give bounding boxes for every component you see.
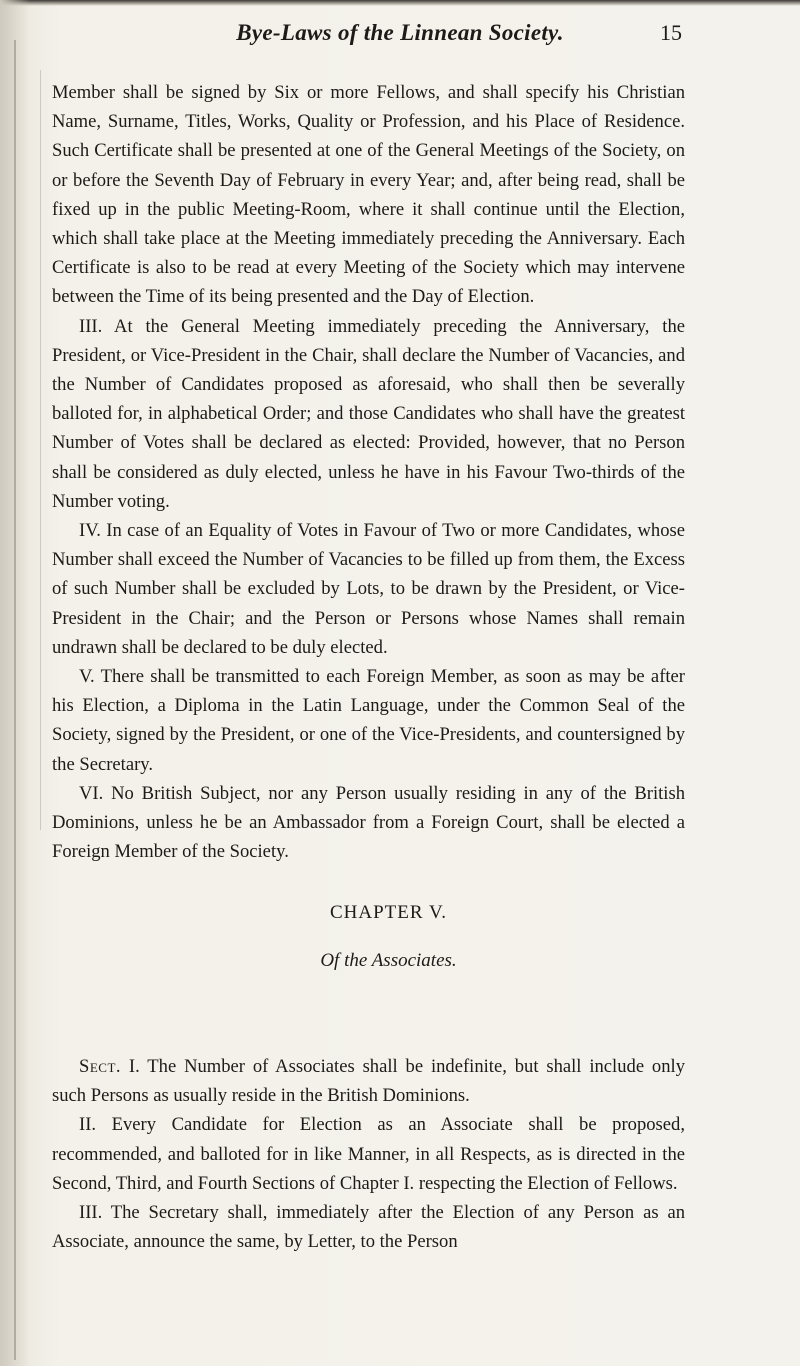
sect-label: Sect.	[79, 1056, 122, 1077]
sect-1-text: I. The Number of Associates shall be indefinite, but shall include only such Persons as usually reside in the British Dominions.	[52, 1056, 685, 1107]
chapter-title: CHAPTER V.	[330, 902, 447, 923]
gutter-line-secondary	[40, 70, 41, 830]
paragraph-section-6: VI. No British Subject, nor any Person usually residing in any of the British Dominions, unless he be an Ambassador from a Foreign Court, shall be elected a Foreign Member of the Society.	[52, 782, 685, 863]
running-head: Bye-Laws of the Linnean Society.	[236, 20, 564, 45]
body-text-lower	[52, 1052, 685, 1256]
paragraph-section-4: IV. In case of an Equality of Votes in Favour of Two or more Candidates, whose Number shall exceed the Number of Vacancies to be filled up from them, the Excess of such Number shall be excluded by Lots, to be drawn by the President, or Vice-President in the Chair; and the Person or Persons whose Names shall remain undrawn shall be declared to be duly elected.	[52, 520, 685, 658]
page-header	[0, 20, 800, 56]
chapter-heading	[52, 898, 685, 976]
chapter-subtitle: Of the Associates.	[320, 950, 457, 971]
top-edge	[0, 0, 800, 6]
paragraph-continuation: Member shall be signed by Six or more Fellows, and shall specify his Christian Name, Surname, Titles, Works, Quality or Profession, and his Place of Residence. Such Certificate shall be presented at one of the General Meetings of the Society, on or before the Seventh Day of February in every Year; and, after being read, shall be fixed up in the public Meeting-Room, where it shall continue until the Election, which shall take place at the Meeting immediately preceding the Anniversary. Each Certificate is also to be read at every Meeting of the Society which may intervene between the Time of its being presented and the Day of Election.	[52, 82, 685, 308]
gutter-line	[14, 40, 16, 1360]
body-text-upper	[52, 78, 685, 866]
paragraph-section-3: III. At the General Meeting immediately preceding the Anniversary, the President, or Vice-President in the Chair, shall declare the Number of Vacancies, and the Number of Candidates proposed as aforesaid, who shall then be severally balloted for, in alphabetical Order; and those Candidates who shall have the greatest Number of Votes shall be declared as elected: Provided, however, that no Person shall be considered as duly elected, unless he have in his Favour Two-thirds of the Number voting.	[52, 315, 685, 512]
page-number: 15	[660, 20, 682, 45]
paragraph-sect-2: II. Every Candidate for Election as an Associate shall be proposed, recommended, and balloted for in like Manner, in all Respects, as is directed in the Second, Third, and Fourth Sections of Chapter I. respecting the Election of Fellows.	[52, 1114, 685, 1194]
paragraph-section-5: V. There shall be transmitted to each Foreign Member, as soon as may be after his Election, a Diploma in the Latin Language, under the Common Seal of the Society, signed by the President, or one of the Vice-Presidents, and countersigned by the Secretary.	[52, 666, 685, 775]
paragraph-sect-1	[52, 1052, 685, 1110]
paragraph-sect-3: III. The Secretary shall, immediately after the Election of any Person as an Associate, announce the same, by Letter, to the Person	[52, 1202, 685, 1253]
